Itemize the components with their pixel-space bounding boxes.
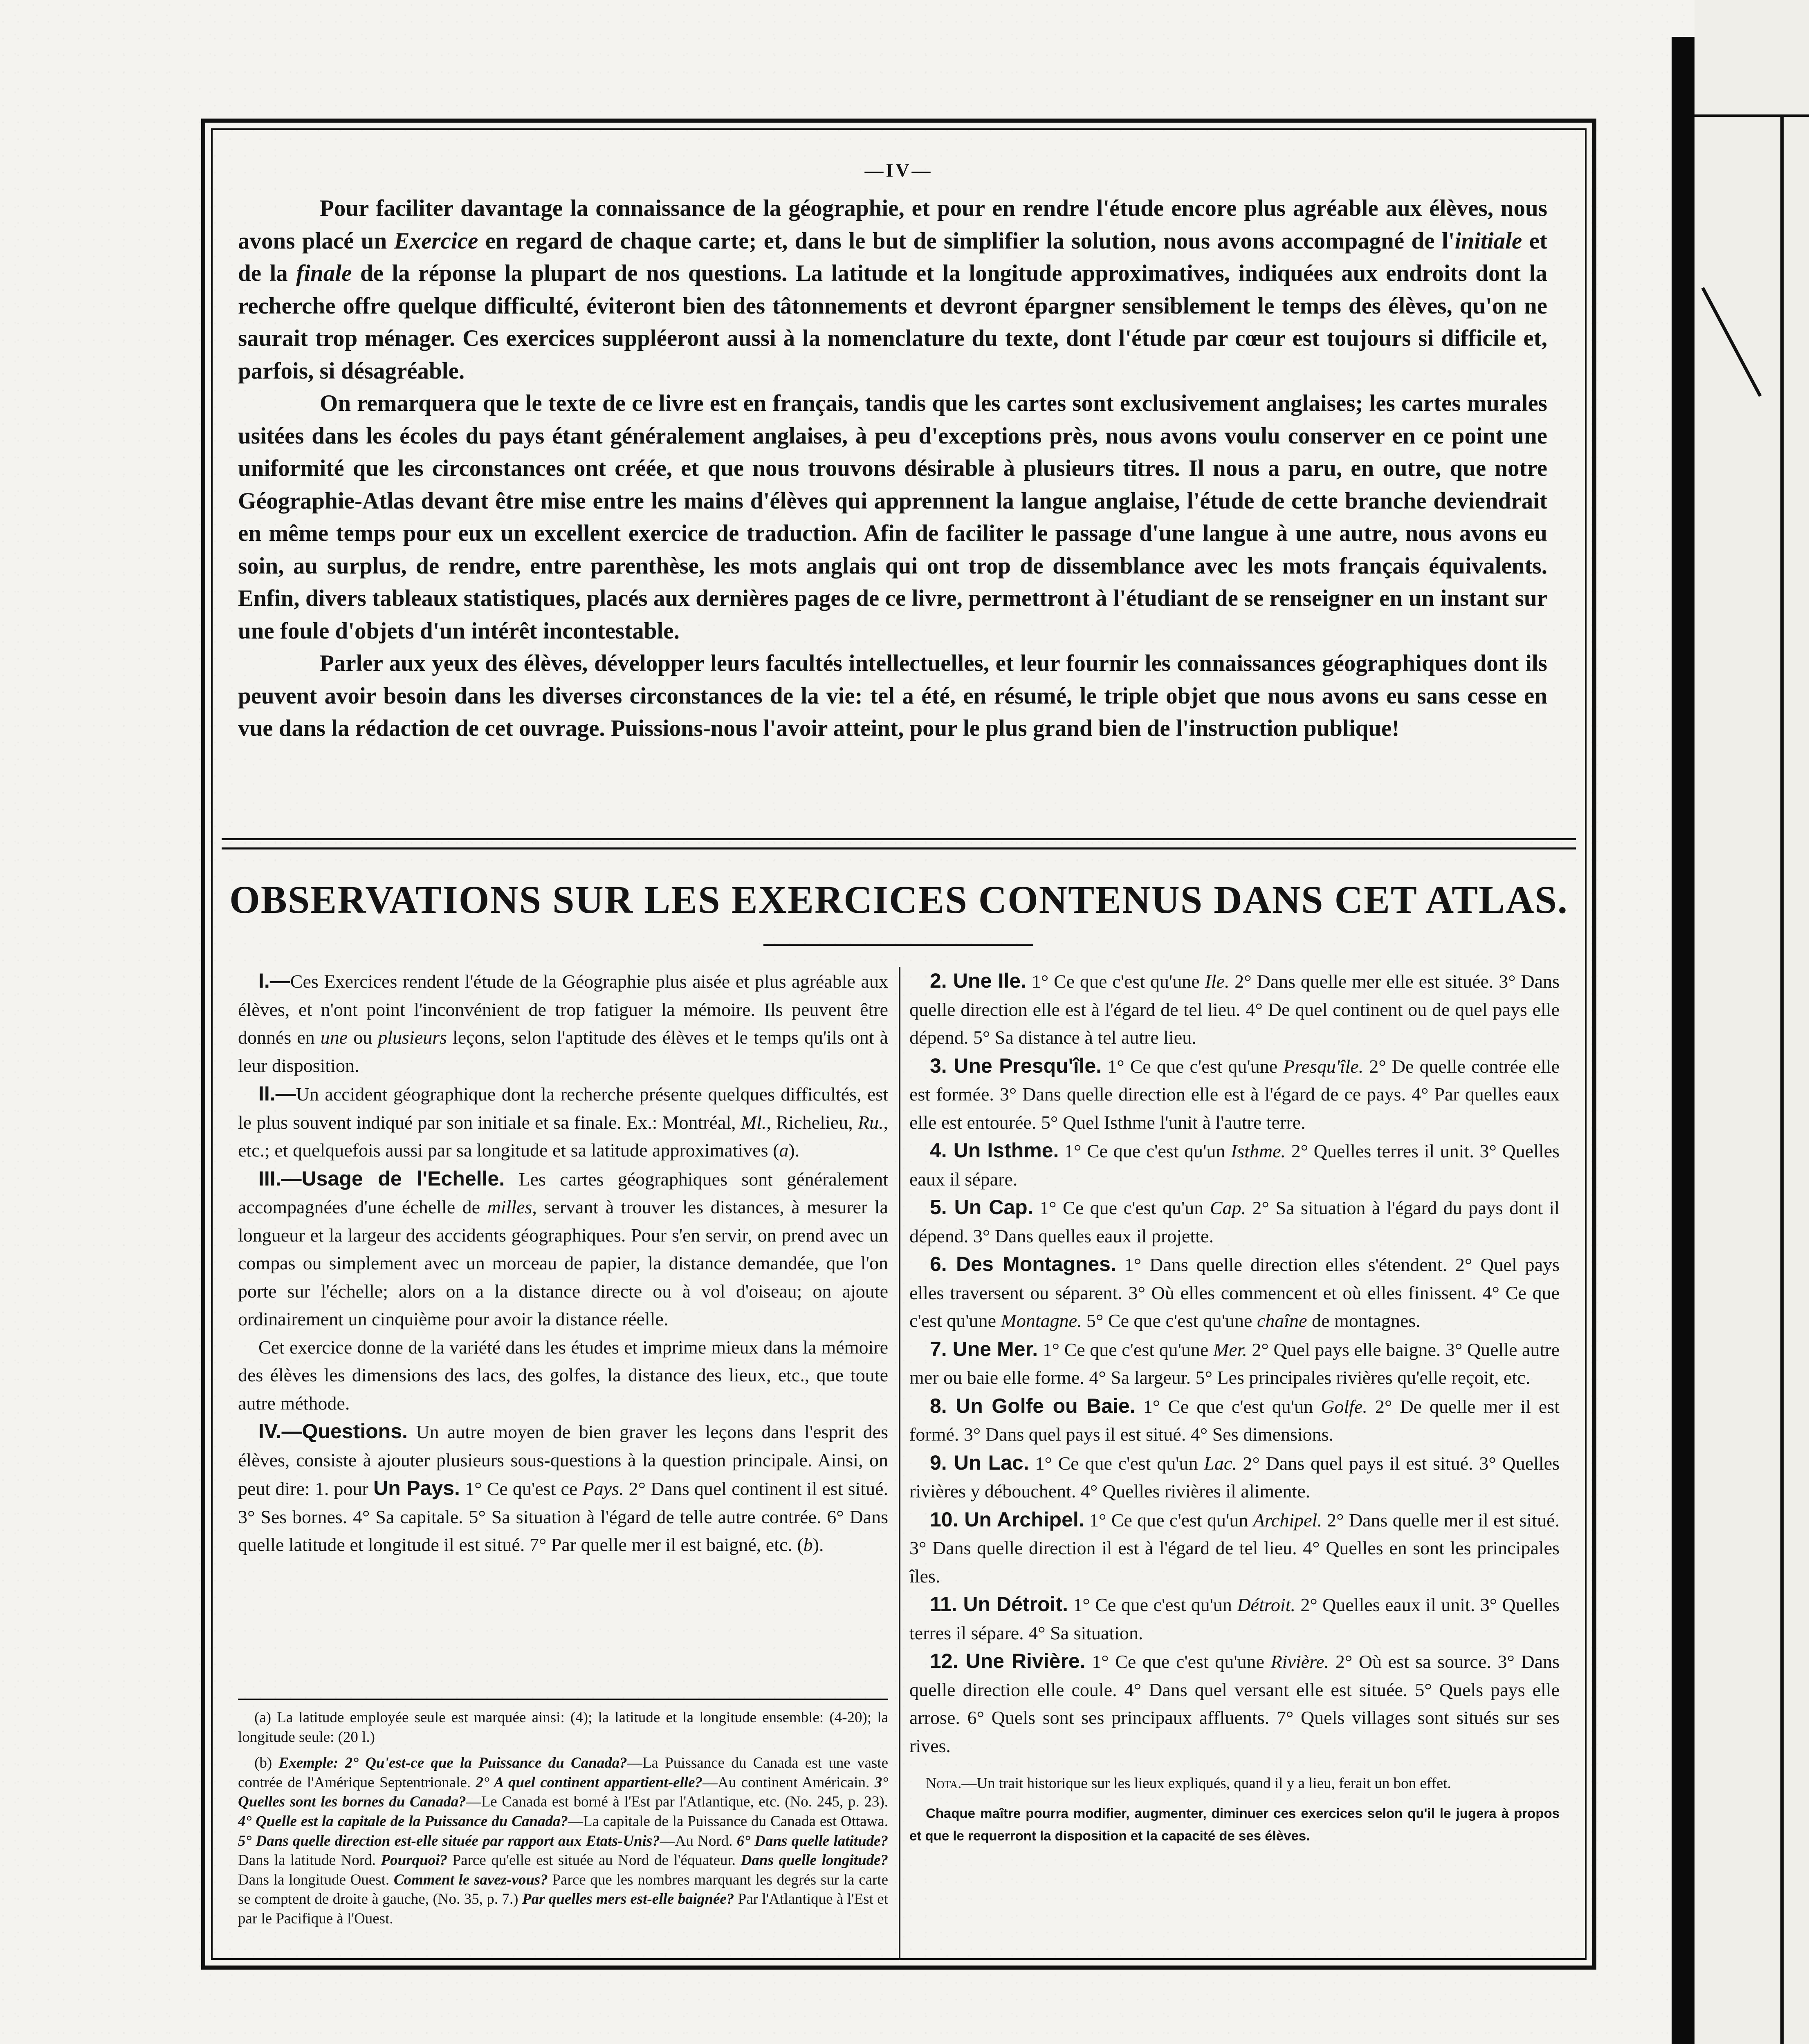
section-III-paragraph-2: Cet exercice donne de la variété dans les études et imprime mieux dans la mémoire des élèves les dimensions des lacs, des golfes, la distance des lieux, etc., que toute autre méthode. bbox=[238, 1336, 888, 1414]
item-cap: 5. Un Cap. 1° Ce que c'est qu'un Cap. 2° Sa situation à l'égard du pays dont il dépend. 3° Dans quelles eaux il projette. bbox=[909, 1196, 1560, 1246]
section-II: II.—Un accident géographique dont la recherche présente quelques difficultés, est le plus souvent indiqué par son initiale et sa finale. Ex.: Montréal, Ml., Richelieu, Ru., etc.; et quelquefois aussi par sa longitude et sa latitude approximatives (a). bbox=[238, 1082, 888, 1161]
section-I: I.—Ces Exercices rendent l'étude de la Géographie plus aisée et plus agréable aux élèves, et n'ont point l'inconvénient de trop fatiguer la mémoire. Ils peuvent être donnés en une ou plusieurs leçons, selon l'aptitude des élèves et le temps qu'ils ont à leur disposition. bbox=[238, 969, 888, 1076]
adjacent-page-rule bbox=[1695, 114, 1809, 117]
binding-shadow bbox=[1672, 37, 1695, 2044]
footnote-rule bbox=[238, 1699, 888, 1700]
section-title: OBSERVATIONS SUR LES EXERCICES CONTENUS DANS CET ATLAS. bbox=[229, 878, 1568, 921]
section-IV: IV.—Questions. Un autre moyen de bien graver les leçons dans l'esprit des élèves, consiste à ajouter plusieurs sous-questions à la question principale. Ainsi, on peut dire: 1. pour Un Pays. 1° Ce qu'est ce Pays. 2° Dans quel continent il est situé. 3° Ses bornes. 4° Sa capitale. 5° Sa situation à l'égard de telle autre contrée. 6° Dans quelle latitude et longitude il est situé. 7° Par quelle mer il est baigné, etc. (b). bbox=[238, 1420, 888, 1555]
intro-paragraph-1: Pour faciliter davantage la connaissance de la géographie, et pour en rendre l'étude encore plus agréable aux élèves, nous avons placé un Exercice en regard de chaque carte; et, dans le but de simplifier la solution, nous avons accompagné de l'initiale et de la finale de la réponse la plupart de nos questions. La latitude et la longitude approximatives, indiquées aux endroits dont la recherche offre quelque difficulté, éviteront bien des tâtonnements et devront épargner sensiblement le temps des élèves, qu'on ne saurait trop ménager. Ces exercices suppléeront aussi à la nomenclature du texte, dont l'étude par cœur est toujours si difficile et, parfois, si désagréable. bbox=[238, 195, 1547, 384]
item-lac: 9. Un Lac. 1° Ce que c'est qu'un Lac. 2° Dans quel pays il est situé. 3° Quelles rivières y débouchent. 4° Quelles rivières il alimente. bbox=[909, 1451, 1560, 1502]
item-archipel: 10. Un Archipel. 1° Ce que c'est qu'un Archipel. 2° Dans quelle mer il est situé. 3° Dans quelle direction il est à l'égard de tel lieu. 4° Quelles en sont les principales îles. bbox=[909, 1508, 1560, 1587]
adjacent-page-border bbox=[1780, 114, 1784, 2044]
column-divider bbox=[899, 967, 900, 1960]
adjacent-page-diagonal bbox=[1701, 287, 1762, 397]
page-frame bbox=[201, 119, 1596, 1970]
item-ile: 2. Une Ile. 1° Ce que c'est qu'une Ile. 2° Dans quelle mer elle est située. 3° Dans quelle direction elle est à l'égard de tel lieu. 4° De quel continent ou de quel pays elle dépend. 5° Sa distance à tel autre lieu. bbox=[909, 969, 1560, 1048]
footnotes bbox=[238, 1708, 888, 1935]
adjacent-page-edge bbox=[1695, 0, 1809, 2044]
title-underline bbox=[763, 944, 1033, 946]
section-divider bbox=[222, 838, 1576, 849]
left-column bbox=[238, 967, 888, 1559]
item-isthme: 4. Un Isthme. 1° Ce que c'est qu'un Isthme. 2° Quelles terres il unit. 3° Quelles eaux il sépare. bbox=[909, 1139, 1560, 1190]
item-golfe: 8. Un Golfe ou Baie. 1° Ce que c'est qu'un Golfe. 2° De quelle mer il est formé. 3° Dans quel pays il est situé. 4° Ses dimensions. bbox=[909, 1394, 1560, 1445]
item-presquile: 3. Une Presqu'île. 1° Ce que c'est qu'une Presqu'île. 2° De quelle contrée elle est formée. 3° Dans quelle direction elle est à l'égard de ce pays. 4° Par quelles eaux elle est entourée. 5° Quel Isthme l'unit à l'autre terre. bbox=[909, 1054, 1560, 1133]
footnote-b: (b) Exemple: 2° Qu'est-ce que la Puissance du Canada?—La Puissance du Canada est une vaste contrée de l'Amérique Septentrionale. 2° A quel continent appartient-elle?—Au continent Américain. 3° Quelles sont les bornes du Canada?—Le Canada est borné à l'Est par l'Atlantique, etc. (No. 245, p. 23). 4° Quelle est la capitale de la Puissance du Canada?—La capitale de la Puissance du Canada est Ottawa. 5° Dans quelle direction est-elle située par rapport aux Etats-Unis?—Au Nord. 6° Dans quelle latitude? Dans la latitude Nord. Pourquoi? Parce qu'elle est située au Nord de l'équateur. Dans quelle longitude? Dans la longitude Ouest. Comment le savez-vous? Parce que les nombres marquant les degrés sur la carte se comptent de droite à gauche, (No. 35, p. 7.) Par quelles mers est-elle baignée? Par l'Atlantique à l'Est et par le Pacifique à l'Ouest. bbox=[238, 1755, 889, 1927]
introduction bbox=[238, 192, 1547, 745]
intro-paragraph-2: On remarquera que le texte de ce livre est en français, tandis que les cartes sont exclusivement anglaises; les cartes murales usitées dans les écoles du pays étant généralement anglaises, à peu d'exceptions près, nous avons voulu conserver en ce point une uniformité que les circonstances ont créée, et que nous trouvons désirable à plusieurs titres. Il nous a paru, en outre, que notre Géographie-Atlas devant être mise entre les mains d'élèves qui apprennent la langue anglaise, l'étude de cette branche deviendrait en même temps pour eux un excellent exercice de traduction. Afin de faciliter le passage d'une langue à une autre, nous avons eu soin, au surplus, de rendre, entre parenthèse, les mots anglais qui ont trop de dissemblance avec les mots français équivalents. Enfin, divers tableaux statistiques, placés aux dernières pages de ce livre, permettront à l'étudiant de se renseigner en un instant sur une foule d'objets d'un intérêt incontestable. bbox=[238, 390, 1547, 644]
item-mer: 7. Une Mer. 1° Ce que c'est qu'une Mer. 2° Quel pays elle baigne. 3° Quelle autre mer ou baie elle forme. 4° Sa largeur. 5° Les principales rivières qu'elle reçoit, etc. bbox=[909, 1337, 1560, 1388]
section-III: III.—Usage de l'Echelle. Les cartes géographiques sont généralement accompagnées d'une échelle de milles, servant à trouver les distances, à mesurer la longueur et la largeur des accidents géographiques. Pour s'en servir, on prend avec un compas ou simplement avec un morceau de papier, la distance demandée, que l'on porte sur l'échelle; alors on a la distance directe ou à vol d'oiseau; on ajoute ordinairement un cinquième pour avoir la distance réelle. bbox=[238, 1167, 888, 1329]
teacher-note: Chaque maître pourra modifier, augmenter, diminuer ces exercices selon qu'il le jugera à propos et que le requerront la disposition et la capacité de ses élèves. bbox=[909, 1806, 1560, 1843]
right-column bbox=[909, 967, 1560, 1847]
item-montagnes: 6. Des Montagnes. 1° Dans quelle direction elles s'étendent. 2° Quel pays elles traversent ou séparent. 3° Où elles commencent et où elles finissent. 4° Ce que c'est qu'une Montagne. 5° Ce que c'est qu'une chaîne de montagnes. bbox=[909, 1253, 1560, 1331]
item-detroit: 11. Un Détroit. 1° Ce que c'est qu'un Détroit. 2° Quelles eaux il unit. 3° Quelles terres il sépare. 4° Sa situation. bbox=[909, 1593, 1560, 1643]
page-number: —IV— bbox=[864, 160, 933, 181]
nota: Nota.—Un trait historique sur les lieux expliqués, quand il y a lieu, ferait un bon effet. bbox=[926, 1775, 1451, 1792]
intro-paragraph-3: Parler aux yeux des élèves, développer leurs facultés intellectuelles, et leur fournir les connaissances géographiques dont ils peuvent avoir besoin dans les diverses circonstances de la vie: tel a été, en résumé, le triple objet que nous avons eu sans cesse en vue dans la rédaction de cet ouvrage. Puissions-nous l'avoir atteint, pour le plus grand bien de l'instruction publique! bbox=[238, 650, 1547, 741]
footnote-a: (a) La latitude employée seule est marquée ainsi: (4); la latitude et la longitude ensemble: (4-20); la longitude seule: (20 l.) bbox=[238, 1709, 888, 1746]
item-riviere: 12. Une Rivière. 1° Ce que c'est qu'une Rivière. 2° Où est sa source. 3° Dans quelle direction elle coule. 4° Dans quel versant elle est située. 5° Quels pays elle arrose. 6° Quels sont ses principaux affluents. 7° Quels villages sont situés sur ses rives. bbox=[909, 1650, 1560, 1756]
